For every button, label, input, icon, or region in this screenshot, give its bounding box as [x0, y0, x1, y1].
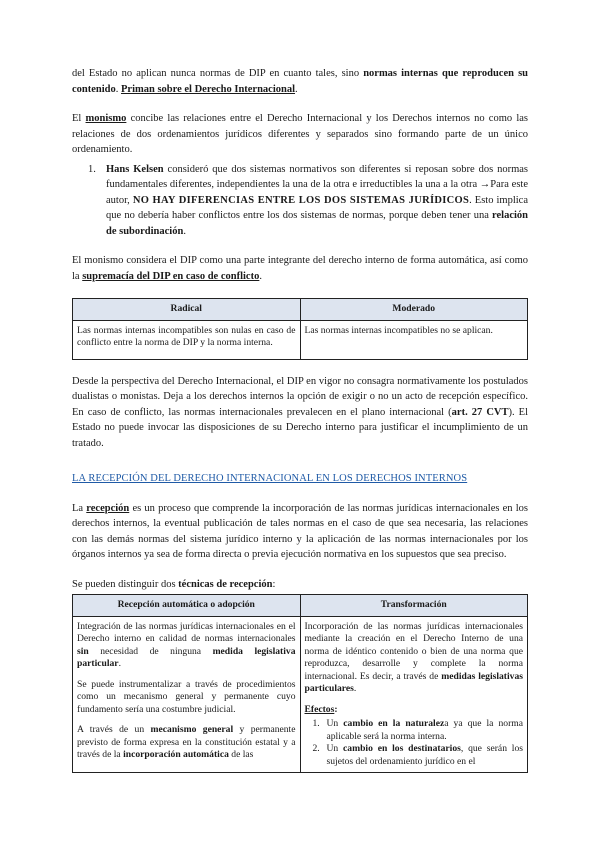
emphasis: mecanismo general	[150, 724, 234, 735]
caps-emphasis: NO HAY DIFERENCIAS ENTRE LOS DOS SISTEMAS JURÍDICOS	[132, 194, 470, 206]
text: Incorporación de las normas jurídicas internacionales mediante la creación en el Derecho Interno de una norma de idéntico contenido o bien de una norma que reproduzca, desarrolle y complete la norma internacional. Es decir, a través de	[304, 620, 523, 682]
efectos-list	[305, 718, 524, 768]
emphasis: cambio en los destinatarios	[343, 743, 461, 754]
emphasis: medida legislativa particular	[77, 645, 296, 669]
text: :	[272, 578, 276, 590]
list-item	[72, 162, 528, 240]
paragraph-monism	[72, 111, 528, 158]
text: Integración de las normas jurídicas internacionales en el Derecho interno en calidad de normas internacionales	[77, 620, 296, 644]
emphasis: medidas legislativas particulares	[304, 670, 523, 694]
table-header-radical: Radical	[73, 299, 301, 321]
text: a ya que la norma aplicable será la norma interna.	[326, 718, 523, 742]
term-recepcion: recepción	[86, 502, 130, 514]
text: Un	[326, 743, 344, 754]
efectos-label	[305, 704, 524, 717]
text: es un proceso que comprende la incorporación de las normas jurídicas internacionales en los derechos internos, la eventual publicación de tales normas en el caso de que sea necesaria, las relaciones con las demás normas del sistema jurídico interno y la aplicación de las normas internacionales por los órganos internos ya sea de forma directa o previa ejecución normativa en los supuestos que sea preciso.	[72, 502, 528, 560]
paragraph-monism-dip	[72, 253, 528, 284]
list-text	[106, 162, 528, 240]
emphasis: incorporación automática	[123, 749, 229, 760]
text: .	[295, 83, 298, 95]
efectos-title: Efectos	[304, 703, 335, 715]
list-number: 2.	[312, 743, 320, 754]
cell-paragraph	[77, 621, 296, 671]
table-cell-transformacion	[300, 616, 528, 773]
list-item	[305, 718, 524, 743]
text: consideró que dos sistemas normativos son diferentes si reposan sobre dos normas fundamentales diferentes, independientes la una de la otra e irreductibles la una a la otra →Para este autor,	[106, 163, 528, 206]
list-item	[305, 743, 524, 768]
text: El	[72, 113, 86, 124]
text: necesidad de ninguna	[88, 645, 213, 657]
text: .	[259, 270, 262, 282]
kelsen-list	[72, 162, 528, 240]
author-name: Hans Kelsen	[106, 163, 164, 175]
document-page	[72, 66, 528, 773]
cell-paragraph	[77, 724, 296, 762]
text: .	[118, 658, 121, 669]
list-text	[327, 718, 524, 743]
table-cell-adopcion	[73, 616, 301, 773]
text: concibe las relaciones entre el Derecho Internacional y los Derechos internos no como las relaciones de dos ordenamientos jurídicos diferentes y separados sino formando parte de un único ordenamiento.	[72, 113, 528, 155]
text: y permanente previsto de forma expresa en la constitución estatal y a través de la	[77, 724, 296, 760]
monism-types-table	[72, 298, 528, 360]
text: .	[353, 683, 357, 694]
text: La	[72, 502, 87, 514]
text: ). El Estado no puede invocar las disposiciones de su Derecho interno para justificar el incumplimiento de un tratado.	[72, 406, 529, 449]
table-cell-radical: Las normas internas incompatibles son nulas en caso de conflicto entre la norma de DIP y la norma interna.	[73, 320, 301, 359]
list-text	[327, 743, 524, 768]
emphasis: cambio en la naturalez	[343, 718, 445, 729]
paragraph-techniques	[72, 577, 528, 593]
table-header-adopcion: Recepción automática o adopción	[73, 595, 301, 617]
text: .	[183, 225, 186, 237]
text: , que serán los sujetos del ordenamiento jurídico en el	[326, 743, 523, 767]
paragraph-dualism-end	[72, 66, 528, 97]
cell-paragraph: Se puede instrumentalizar a través de procedimientos como un mecanismo general y permanente cuyo fundamento sería una costumbre judicial.	[77, 678, 296, 715]
list-number: 1.	[312, 718, 320, 729]
text: Se pueden distinguir dos	[72, 578, 179, 590]
article-ref: art. 27 CVT	[451, 406, 509, 418]
emphasis: relación de subordinación	[106, 210, 528, 237]
term-monismo: monismo	[85, 113, 127, 124]
table-cell-moderado: Las normas internas incompatibles no se aplican.	[300, 320, 528, 359]
paragraph-di-perspective	[72, 374, 528, 452]
list-number: 1.	[88, 163, 96, 175]
text: .	[115, 83, 122, 95]
emphasis: sin	[77, 645, 89, 657]
paragraph-recepcion	[72, 501, 528, 563]
emphasis-underlined: supremacía del DIP en caso de conflicto	[82, 270, 260, 282]
text: del Estado no aplican nunca normas de DIP en cuanto tales, sino	[72, 68, 364, 79]
emphasis: normas internas que reproducen su contenido	[72, 68, 528, 95]
text: de las	[228, 749, 254, 760]
table-header-moderado: Moderado	[300, 299, 528, 321]
cell-paragraph	[305, 621, 524, 696]
text: A través de un	[77, 724, 151, 735]
text: El monismo considera el DIP como una parte integrante del derecho interno de forma automática, así como la	[72, 255, 528, 282]
text: . Esto implica que no debería haber conflictos entre los dos sistemas de normas, porque deben tener una	[106, 194, 528, 221]
efectos-colon: :	[334, 703, 338, 715]
emphasis-underlined: Priman sobre el Derecho Internacional	[121, 83, 296, 95]
section-heading: LA RECEPCIÓN DEL DERECHO INTERNACIONAL EN LOS DERECHOS INTERNOS	[72, 473, 468, 484]
reception-techniques-table	[72, 594, 528, 773]
emphasis: técnicas de recepción	[178, 578, 273, 590]
table-header-transformacion: Transformación	[300, 595, 528, 617]
text: Un	[326, 718, 344, 729]
text: Desde la perspectiva del Derecho Internacional, el DIP en vigor no consagra normativamente los postulados dualistas o monistas. Deja a los derechos internos la opción de exigir o no un acto de recepción específico. En caso de conflicto, las normas internacionales prevalecen en el plano internacional (	[72, 375, 528, 418]
